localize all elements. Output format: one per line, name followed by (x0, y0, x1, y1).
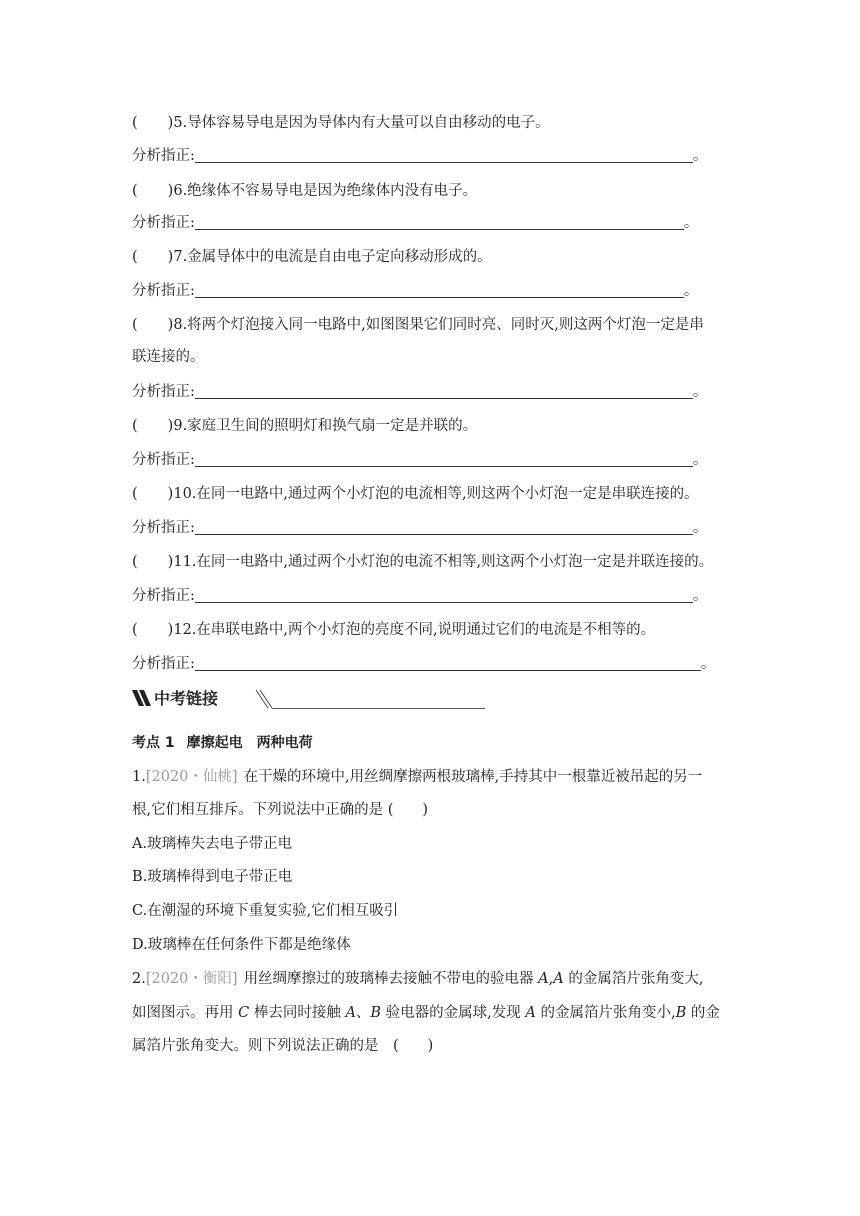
question-text-cont: 联连接的。 (132, 349, 205, 365)
analysis-line-10 (132, 518, 707, 538)
answer-paren-open: ( (132, 317, 138, 333)
mcq-stem: 用丝绸摩擦过的玻璃棒去接触不带电的验电器 (243, 971, 539, 987)
question-text: 12.在串联电路中,两个小灯泡的亮度不同,说明通过它们的电流是不相等的。 (173, 622, 656, 638)
question-5 (132, 113, 550, 133)
answer-paren-close: ) (167, 249, 174, 265)
question-text: 10.在同一电路中,通过两个小灯泡的电流相等,则这两个小灯泡一定是串联连接的。 (173, 486, 699, 502)
analysis-label: 分析指正: (132, 588, 195, 604)
mcq-option-d[interactable] (132, 935, 351, 955)
question-12 (132, 620, 655, 640)
option-label: C.在潮湿的环境下重复实验,它们相互吸引 (132, 903, 399, 919)
question-text: 9.家庭卫生间的照明灯和换气扇一定是并联的。 (173, 418, 478, 434)
analysis-end: 。 (692, 148, 708, 164)
analysis-end: 。 (683, 215, 699, 231)
source-tag: [2020・衡阳] (145, 971, 238, 987)
question-8-cont (132, 347, 205, 367)
question-7 (132, 247, 492, 267)
analysis-end: 。 (683, 283, 699, 299)
source-tag: [2020・仙桃] (145, 769, 238, 785)
answer-paren-close: ) (167, 622, 174, 638)
mcq-stem: 的金 (686, 1005, 720, 1021)
answer-paren-close: ) (167, 317, 174, 333)
mcq-option-a[interactable] (132, 834, 292, 854)
analysis-label: 分析指正: (132, 283, 195, 299)
section-rule (272, 708, 485, 709)
mcq-2-cont2 (132, 1036, 433, 1056)
section-title: 中考链接 (154, 689, 219, 708)
mcq-number: 2. (132, 971, 146, 987)
question-6 (132, 181, 477, 201)
mcq-stem: 属箔片张角变大。则下列说法正确的是 ( ) (132, 1038, 434, 1054)
answer-paren-close: ) (167, 554, 174, 570)
analysis-end: 。 (692, 452, 708, 468)
analysis-end: 。 (692, 588, 708, 604)
mcq-option-c[interactable] (132, 901, 398, 921)
analysis-label: 分析指正: (132, 384, 195, 400)
analysis-fill-line[interactable] (195, 452, 693, 467)
answer-paren-open: ( (132, 418, 138, 434)
option-label: B.玻璃棒得到电子带正电 (132, 869, 293, 885)
analysis-fill-line[interactable] (195, 283, 684, 298)
analysis-end: 。 (700, 656, 716, 672)
answer-paren-close: ) (167, 115, 174, 131)
analysis-label: 分析指正: (132, 656, 195, 672)
analysis-fill-line[interactable] (195, 588, 693, 603)
analysis-end: 。 (692, 384, 708, 400)
mcq-stem: 的金属箔片张角变大, (563, 971, 704, 987)
analysis-end: 。 (692, 520, 708, 536)
mcq-number: 1. (132, 769, 146, 785)
mcq-stem: 如图图示。再用 (132, 1005, 239, 1021)
question-8 (132, 315, 704, 335)
section-header (132, 684, 492, 714)
variable: A (538, 971, 549, 987)
variable: A (345, 1005, 356, 1021)
section-slash-icon (254, 688, 274, 710)
answer-paren-close: ) (167, 486, 174, 502)
option-label: A.玻璃棒失去电子带正电 (132, 836, 293, 852)
answer-paren-open: ( (132, 486, 138, 502)
mcq-stem: , (548, 971, 554, 987)
variable: B (675, 1005, 687, 1021)
answer-paren-close: ) (167, 418, 174, 434)
mcq-stem: 的金属箔片张角变小, (535, 1005, 676, 1021)
analysis-label: 分析指正: (132, 148, 195, 164)
mcq-stem: 棒去同时接触 (249, 1005, 346, 1021)
mcq-stem: 、 (355, 1005, 371, 1021)
question-text: 7.金属导体中的电流是自由电子定向移动形成的。 (173, 249, 492, 265)
analysis-line-5 (132, 146, 707, 166)
variable: C (238, 1005, 250, 1021)
analysis-fill-line[interactable] (195, 148, 693, 163)
answer-paren-open: ( (132, 249, 138, 265)
mcq-stem: 在干燥的环境中,用丝绸摩擦两根玻璃棒,手持其中一根靠近被吊起的另一 (243, 769, 703, 785)
answer-paren-open: ( (132, 622, 138, 638)
analysis-line-12 (132, 654, 715, 674)
analysis-line-9 (132, 450, 707, 470)
analysis-label: 分析指正: (132, 215, 195, 231)
analysis-fill-line[interactable] (195, 215, 684, 230)
question-text: 6.绝缘体不容易导电是因为绝缘体内没有电子。 (173, 183, 478, 199)
analysis-label: 分析指正: (132, 452, 195, 468)
question-10 (132, 484, 699, 504)
question-11 (132, 552, 713, 572)
mcq-stem-cont: 根,它们相互排斥。下列说法中正确的是 ( ) (132, 802, 429, 818)
section-bars-icon (132, 688, 152, 708)
analysis-fill-line[interactable] (195, 656, 701, 671)
analysis-line-7 (132, 281, 698, 301)
variable: A (525, 1005, 536, 1021)
variable: B (370, 1005, 382, 1021)
analysis-line-8 (132, 382, 707, 402)
analysis-fill-line[interactable] (195, 384, 693, 399)
mcq-option-b[interactable] (132, 867, 292, 887)
question-text: 8.将两个灯泡接入同一电路中,如图图果它们同时亮、同时灭,则这两个灯泡一定是串 (173, 317, 704, 333)
kaodian-heading (132, 733, 313, 753)
answer-paren-close: ) (167, 183, 174, 199)
question-text: 11.在同一电路中,通过两个小灯泡的电流不相等,则这两个小灯泡一定是并联连接的。 (173, 554, 714, 570)
question-9 (132, 416, 477, 436)
answer-paren-open: ( (132, 554, 138, 570)
mcq-2 (132, 969, 703, 989)
kaodian-label: 考点 1 (132, 735, 175, 751)
question-text: 5.导体容易导电是因为导体内有大量可以自由移动的电子。 (173, 115, 550, 131)
variable: A (553, 971, 564, 987)
analysis-line-11 (132, 586, 707, 606)
analysis-label: 分析指正: (132, 520, 195, 536)
mcq-2-cont (132, 1003, 720, 1023)
analysis-fill-line[interactable] (195, 520, 693, 535)
mcq-1-cont (132, 800, 428, 820)
analysis-line-6 (132, 213, 698, 233)
option-label: D.玻璃棒在任何条件下都是绝缘体 (132, 937, 351, 953)
answer-paren-open: ( (132, 115, 138, 131)
answer-paren-open: ( (132, 183, 138, 199)
mcq-1 (132, 767, 702, 787)
mcq-stem: 验电器的金属球,发现 (381, 1005, 526, 1021)
kaodian-topic: 摩擦起电 两种电荷 (186, 735, 313, 751)
